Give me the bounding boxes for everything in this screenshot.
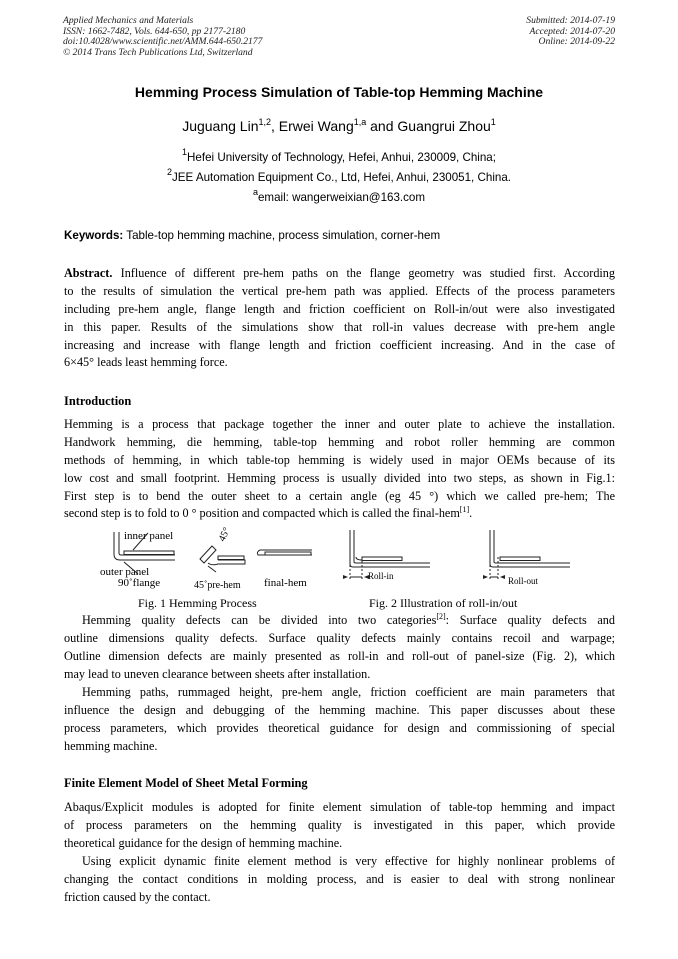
citation-1: [1] <box>459 505 470 515</box>
affiliation-1: $^1$Hefei University of Technology, Hefei, Anhui, 230009, China; <box>182 147 496 164</box>
label-roll-out: Roll-out <box>508 576 539 586</box>
author-affiliation-mark: 1 <box>490 117 496 127</box>
fem-paragraph-2: Using explicit dynamic finite element method is very effective for highly nonlinear problems of changing the contact conditions in molding process, and is easier to deal with strong nonlinear friction caused by the contact. <box>64 854 615 904</box>
label-outer-panel: outer panel <box>100 566 150 578</box>
abstract-paragraph: Abstract. Influence of different pre-hem paths on the flange geometry was studied first. According to the results of simulation the vertical pre-hem path was applied. Effects of the process parameters including pre-hem angle, flange length and friction coefficient on Roll-in/out were also investigated in this paper. Results of the simulations show that roll-in values decrease with pre-hem angle increasing and increase with flange length and friction coefficient increasing. And in the case of 6×45° leads least hemming force. <box>64 266 615 370</box>
figure-2-caption: Fig. 2 Illustration of roll-in/out <box>369 596 518 610</box>
accepted-date: Accepted: 2014-07-20 <box>529 25 615 37</box>
author-name: Juguang Lin <box>182 118 259 134</box>
fem-paragraph-1: Abaqus/Explicit modules is adopted for finite element simulation of table-top hemming and impact of process parameters on the hemming quality is investigated in this paper, which provide theoretical guidance for the design of hemming machine. <box>64 800 615 850</box>
submission-dates <box>526 16 615 48</box>
label-roll-in: Roll-in <box>368 571 394 581</box>
prehem-flange-shape <box>200 546 216 563</box>
intro-paragraph-1: Hemming is a process that package together the inner and outer plate to achieve the installation. Handwork hemming, die hemming, table-top hemming and robot roller hemming are common methods of hemming, in which table-top hemming is widely used in major OEMs because of its low cost and small footprint. Hemming process is usually divided into two steps, as shown in Fig.1: First step is to bend the outer sheet to a certain angle (eg 45 °) which we called pre-hem; The second step is to fold to 0 ° position and compacted which is called the final-hem[1]. <box>64 417 615 521</box>
author-affiliation-mark: 1,2 <box>258 117 271 127</box>
label-45-angle: 45° <box>216 525 233 544</box>
label-inner-panel: inner panel <box>124 530 174 542</box>
issn-line: ISSN: 1662-7482, Vols. 644-650, pp 2177-2180 <box>63 25 246 37</box>
section-heading-introduction: Introduction <box>64 394 132 408</box>
intro-paragraph-3: Hemming paths, rummaged height, pre-hem angle, friction coefficient are main parameters that influence the design and debugging of the hemming machine. This paper discusses about these process parameters, which provides theoretical guidance for design and commissioning of special hemming machine. <box>64 685 615 753</box>
label-90-flange: 90˚flange <box>118 577 161 589</box>
affiliation-2: $^2$JEE Automation Equipment Co., Ltd, Hefei, Anhui, 230051, China. <box>166 167 512 184</box>
submitted-date: Submitted: 2014-07-19 <box>526 15 615 26</box>
keywords-text: Table-top hemming machine, process simulation, corner-hem <box>123 229 441 242</box>
keywords-label: Keywords: <box>64 229 124 242</box>
inner-panel-shape <box>124 551 174 555</box>
author-separator: and <box>366 118 398 134</box>
label-final-hem: final-hem <box>264 577 307 589</box>
figure-1-caption: Fig. 1 Hemming Process <box>138 596 257 610</box>
citation-2: [2] <box>436 612 446 621</box>
author-affiliation-mark: 1,a <box>353 117 367 127</box>
author-name: Guangrui Zhou <box>397 118 491 134</box>
journal-name: Applied Mechanics and Materials <box>63 15 194 26</box>
doi-line: doi:10.4028/www.scientific.net/AMM.644-650.2177 <box>63 36 263 48</box>
author-separator: , <box>271 118 279 134</box>
paper-title: Hemming Process Simulation of Table-top Hemming Machine <box>134 84 544 100</box>
intro-paragraph-2: Hemming quality defects can be divided into two categories[2]: Surface quality defects and outline dimensions quality defects. Surface quality defects mainly contains recoil and warpage; Outline dimension defects are mainly presented as roll-in and roll-out of panel-size (Fig. 2), which may lead to uneven clearance between sheets after installation. <box>64 612 615 681</box>
hemming-diagrams <box>100 522 620 598</box>
label-prehem: 45˚pre-hem <box>194 580 241 591</box>
author-email: $^a$email: wangerweixian@163.com <box>252 187 426 204</box>
copyright-line: © 2014 Trans Tech Publications Ltd, Switzerland <box>63 46 253 58</box>
journal-info <box>63 16 262 58</box>
rollout-outer-shape <box>490 530 570 567</box>
keywords <box>64 229 440 242</box>
author-list <box>0 118 678 134</box>
figure-1-and-2 <box>100 522 620 598</box>
online-date: Online: 2014-09-22 <box>538 36 615 48</box>
section-heading-fem: Finite Element Model of Sheet Metal Forming <box>64 776 308 790</box>
abstract-label: Abstract. <box>64 266 113 280</box>
author-name: Erwei Wang <box>278 118 354 134</box>
